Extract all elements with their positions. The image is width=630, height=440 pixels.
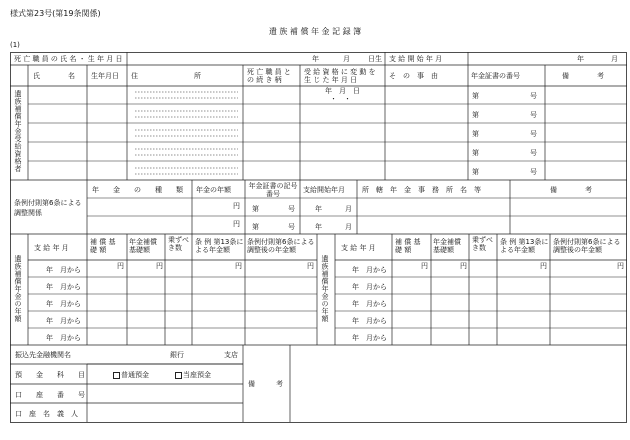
heirs-col-note: 備 考: [562, 72, 604, 80]
cert-prefix-5: 第: [472, 168, 479, 176]
ordinary-deposit-option[interactable]: [113, 371, 149, 379]
heirs-col-change: 受 給 資 格 に 変 動 を 生 じ た 年 月 日: [304, 68, 376, 84]
adjust-col-office: 所 轄 年 金 事 務 所 名 等: [362, 186, 481, 194]
annual-col-adj-right: 条例付則第6条による調整後の年金額: [553, 238, 621, 254]
annual-from-left-4: 年 月から: [46, 317, 81, 325]
cert-suffix-4: 号: [530, 149, 537, 157]
adjust-row-label: 条例付則第6条による調整関係: [14, 199, 82, 217]
heirs-col-reason: そ の 事 由: [389, 72, 438, 80]
annual-yen-art13-left: 円: [235, 262, 242, 270]
deceased-year: 年: [312, 55, 319, 63]
annual-col-addbase-right: 年金補償基礎額: [433, 238, 461, 254]
current-deposit-option[interactable]: [175, 371, 211, 379]
annual-from-left-1: 年 月から: [46, 266, 81, 274]
annual-yen-art13-right: 円: [540, 262, 547, 270]
payment-start-label: 支 給 開 始 年 月: [389, 55, 443, 63]
cert-suffix-2: 号: [530, 111, 537, 119]
cert-suffix-3: 号: [530, 130, 537, 138]
adjust-col-start: 支給開始年月: [303, 186, 345, 194]
cert-prefix-1: 第: [472, 92, 479, 100]
heirs-row-label: 遺族補償年金受給資格者: [14, 90, 22, 173]
adjust-year-2: 年: [315, 223, 322, 231]
transfer-bank-label: 振込先金融機関名: [15, 351, 71, 359]
annual-col-adj-left: 条例付則第6条による調整後の年金額: [247, 238, 315, 254]
adjust-cert-suffix-2: 号: [288, 223, 295, 231]
annual-col-mult-right: 乗ずべき数: [472, 236, 493, 252]
heirs-col-address: 住 所: [131, 72, 201, 80]
annual-yen-base-right: 円: [421, 262, 428, 270]
annual-row-label-right: 遺族補償年金の年額: [321, 255, 329, 323]
adjust-yen-2: 円: [233, 220, 240, 228]
current-deposit-label: 当座預金: [183, 371, 211, 379]
change-ymd-dots: ・ ・: [330, 95, 351, 103]
account-number-label: 口 座 番 号: [15, 391, 85, 399]
annual-row-label-left: 遺族補償年金の年額: [14, 255, 22, 323]
annual-from-right-2: 年 月から: [352, 283, 387, 291]
ordinary-deposit-checkbox[interactable]: [113, 372, 120, 379]
annual-col-art13-left: 条 例 第13条による年金額: [195, 238, 244, 254]
annual-from-left-2: 年 月から: [46, 283, 81, 291]
annual-col-base-right: 補 償 基 礎 額: [395, 238, 421, 254]
deceased-month: 月: [343, 55, 350, 63]
annual-col-start-left: 支 給 年 月: [34, 244, 69, 252]
deceased-label: 死 亡 職 員 の 氏 名 ・ 生 年 月 日: [14, 55, 123, 63]
adjust-month-2: 月: [345, 223, 352, 231]
heirs-col-name: 氏 名: [33, 72, 75, 80]
adjust-month-1: 月: [345, 205, 352, 213]
adjust-year-1: 年: [315, 205, 322, 213]
deposit-type-label: 預 金 科 目: [15, 371, 85, 379]
heirs-col-cert: 年金証書の番号: [471, 72, 520, 80]
cert-prefix-2: 第: [472, 111, 479, 119]
cert-prefix-4: 第: [472, 149, 479, 157]
adjust-cert-suffix-1: 号: [288, 205, 295, 213]
annual-from-left-5: 年 月から: [46, 334, 81, 342]
annual-col-mult-left: 乗ずべき数: [168, 236, 189, 252]
annual-col-addbase-left: 年金補償基礎額: [129, 238, 157, 254]
annual-from-right-5: 年 月から: [352, 334, 387, 342]
heirs-col-relation: 死 亡 職 員 と の 続 き 柄: [247, 68, 291, 84]
annual-yen-adj-right: 円: [617, 262, 624, 270]
adjust-col-type: 年 金 の 種 類: [92, 186, 183, 194]
annual-yen-base-left: 円: [117, 262, 124, 270]
annual-yen-adj-left: 円: [307, 262, 314, 270]
annual-col-base-left: 補 償 基 礎 額: [90, 238, 116, 254]
annual-from-right-4: 年 月から: [352, 317, 387, 325]
annual-col-art13-right: 条 例 第13条による年金額: [500, 238, 549, 254]
annual-col-start-right: 支 給 年 月: [341, 244, 376, 252]
adjust-yen-1: 円: [233, 202, 240, 210]
adjust-cert-prefix-2: 第: [252, 223, 259, 231]
adjust-cert-prefix-1: 第: [252, 205, 259, 213]
cert-suffix-1: 号: [530, 92, 537, 100]
change-ymd-label: 年 月 日: [325, 87, 360, 95]
page-title: 遺 族 補 償 年 金 記 録 簿: [268, 27, 362, 36]
bank-note-label: 備 考: [248, 380, 283, 388]
annual-from-right-1: 年 月から: [352, 266, 387, 274]
annual-from-right-3: 年 月から: [352, 300, 387, 308]
bank-suffix: 銀行: [170, 351, 184, 359]
branch-suffix: 支店: [224, 351, 238, 359]
adjust-col-note: 備 考: [550, 186, 592, 194]
payment-start-year: 年: [577, 55, 584, 63]
payment-start-month: 月: [611, 55, 618, 63]
cert-suffix-5: 号: [530, 168, 537, 176]
annual-yen-addbase-left: 円: [156, 262, 163, 270]
form-number: 様式第23号(第19条関係): [10, 9, 101, 18]
current-deposit-checkbox[interactable]: [175, 372, 182, 379]
annual-yen-addbase-right: 円: [460, 262, 467, 270]
deceased-day: 日生: [368, 55, 382, 63]
cert-prefix-3: 第: [472, 130, 479, 138]
heirs-col-birth: 生年月日: [91, 72, 119, 80]
annual-from-left-3: 年 月から: [46, 300, 81, 308]
adjust-col-cert: 年金証書の記号番号: [248, 182, 298, 198]
section-number: (1): [10, 41, 20, 49]
adjust-col-amount: 年金の年額: [196, 186, 231, 194]
account-holder-label: 口 座 名 義 人: [15, 410, 78, 418]
ordinary-deposit-label: 普通預金: [121, 371, 149, 379]
